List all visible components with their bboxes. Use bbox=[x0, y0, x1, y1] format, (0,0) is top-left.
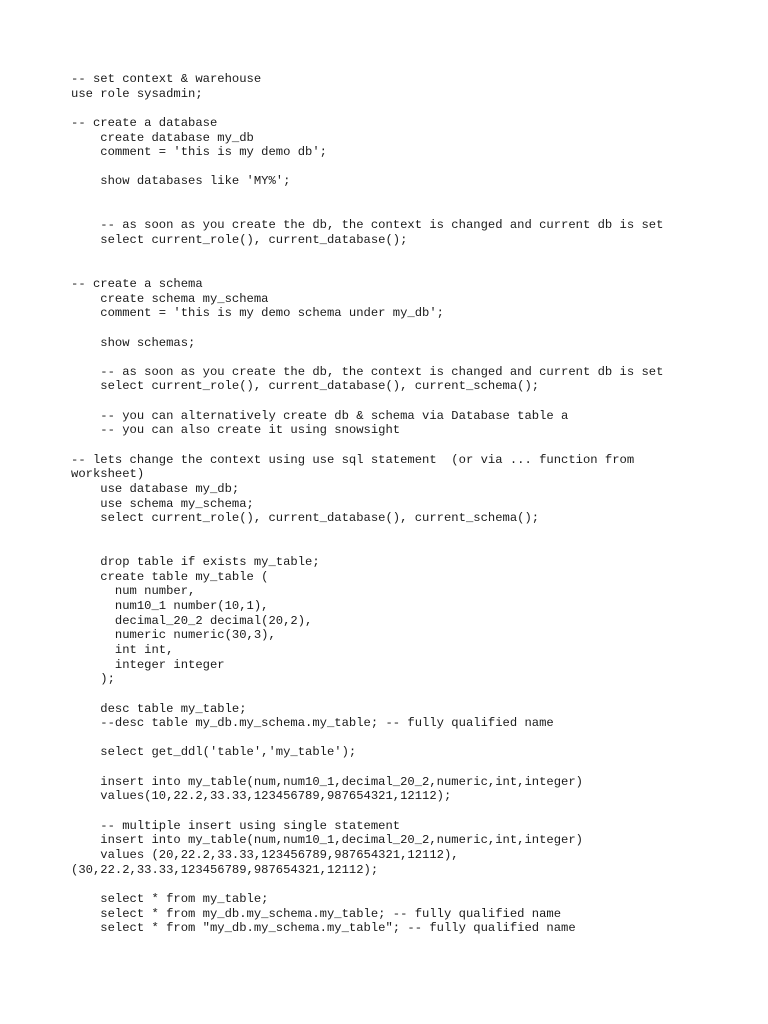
blank-line bbox=[71, 189, 711, 204]
code-line: select * from my_table; bbox=[71, 891, 269, 906]
code-line: --desc table my_db.my_schema.my_table; -- fully qualified name bbox=[71, 716, 554, 731]
code-line: decimal_20_2 decimal(20,2), bbox=[71, 613, 313, 628]
code-line: insert into my_table(num,num10_1,decimal_20_2,numeric,int,integer) bbox=[71, 774, 583, 789]
sql-code-block bbox=[71, 72, 711, 936]
code-line: select current_role(), current_database(), current_schema(); bbox=[71, 511, 540, 526]
code-line: int int, bbox=[71, 642, 174, 657]
code-line: comment = 'this is my demo schema under my_db'; bbox=[71, 306, 444, 321]
code-line: use database my_db; bbox=[71, 481, 240, 496]
code-line: -- create a database bbox=[71, 115, 218, 130]
code-line: ); bbox=[71, 672, 115, 687]
code-line: drop table if exists my_table; bbox=[71, 555, 320, 570]
code-line: use schema my_schema; bbox=[71, 496, 254, 511]
code-line: -- you can also create it using snowsight bbox=[71, 423, 401, 438]
code-line: insert into my_table(num,num10_1,decimal_20_2,numeric,int,integer) bbox=[71, 833, 583, 848]
code-line: worksheet) bbox=[71, 467, 145, 482]
code-line: numeric numeric(30,3), bbox=[71, 628, 276, 643]
code-line: create table my_table ( bbox=[71, 569, 269, 584]
code-line: values(10,22.2,33.33,123456789,987654321,12112); bbox=[71, 789, 452, 804]
code-line: select * from "my_db.my_schema.my_table"; -- fully qualified name bbox=[71, 921, 576, 936]
blank-line bbox=[71, 687, 711, 702]
code-line: values (20,22.2,33.33,123456789,987654321,12112), bbox=[71, 847, 459, 862]
code-line: (30,22.2,33.33,123456789,987654321,12112); bbox=[71, 862, 379, 877]
blank-line bbox=[71, 877, 711, 892]
blank-line bbox=[71, 101, 711, 116]
code-line: show databases like 'MY%'; bbox=[71, 174, 291, 189]
code-line: -- as soon as you create the db, the context is changed and current db is set bbox=[71, 364, 664, 379]
code-line: -- set context & warehouse bbox=[71, 72, 262, 86]
code-line: desc table my_table; bbox=[71, 701, 247, 716]
blank-line bbox=[71, 248, 711, 263]
code-line: -- you can alternatively create db & schema via Database table a bbox=[71, 408, 569, 423]
blank-line bbox=[71, 438, 711, 453]
blank-line bbox=[71, 350, 711, 365]
code-line: select * from my_db.my_schema.my_table; -- fully qualified name bbox=[71, 906, 562, 921]
code-line: -- multiple insert using single statement bbox=[71, 818, 401, 833]
blank-line bbox=[71, 804, 711, 819]
code-line: select current_role(), current_database(); bbox=[71, 233, 408, 248]
blank-line bbox=[71, 541, 711, 556]
code-line: num number, bbox=[71, 584, 196, 599]
blank-line bbox=[71, 204, 711, 219]
code-line: integer integer bbox=[71, 657, 225, 672]
code-line: show schemas; bbox=[71, 335, 196, 350]
blank-line bbox=[71, 394, 711, 409]
code-line: select current_role(), current_database(), current_schema(); bbox=[71, 379, 540, 394]
code-line: comment = 'this is my demo db'; bbox=[71, 145, 327, 160]
code-line: create database my_db bbox=[71, 130, 254, 145]
blank-line bbox=[71, 526, 711, 541]
blank-line bbox=[71, 160, 711, 175]
blank-line bbox=[71, 760, 711, 775]
code-line: -- lets change the context using use sql statement (or via ... function from bbox=[71, 452, 635, 467]
code-line: -- as soon as you create the db, the context is changed and current db is set bbox=[71, 218, 664, 233]
code-line: -- create a schema bbox=[71, 276, 203, 291]
blank-line bbox=[71, 731, 711, 746]
code-line: use role sysadmin; bbox=[71, 86, 203, 101]
code-line: select get_ddl('table','my_table'); bbox=[71, 745, 357, 760]
code-line: num10_1 number(10,1), bbox=[71, 599, 269, 614]
code-line: create schema my_schema bbox=[71, 291, 269, 306]
blank-line bbox=[71, 321, 711, 336]
blank-line bbox=[71, 262, 711, 277]
